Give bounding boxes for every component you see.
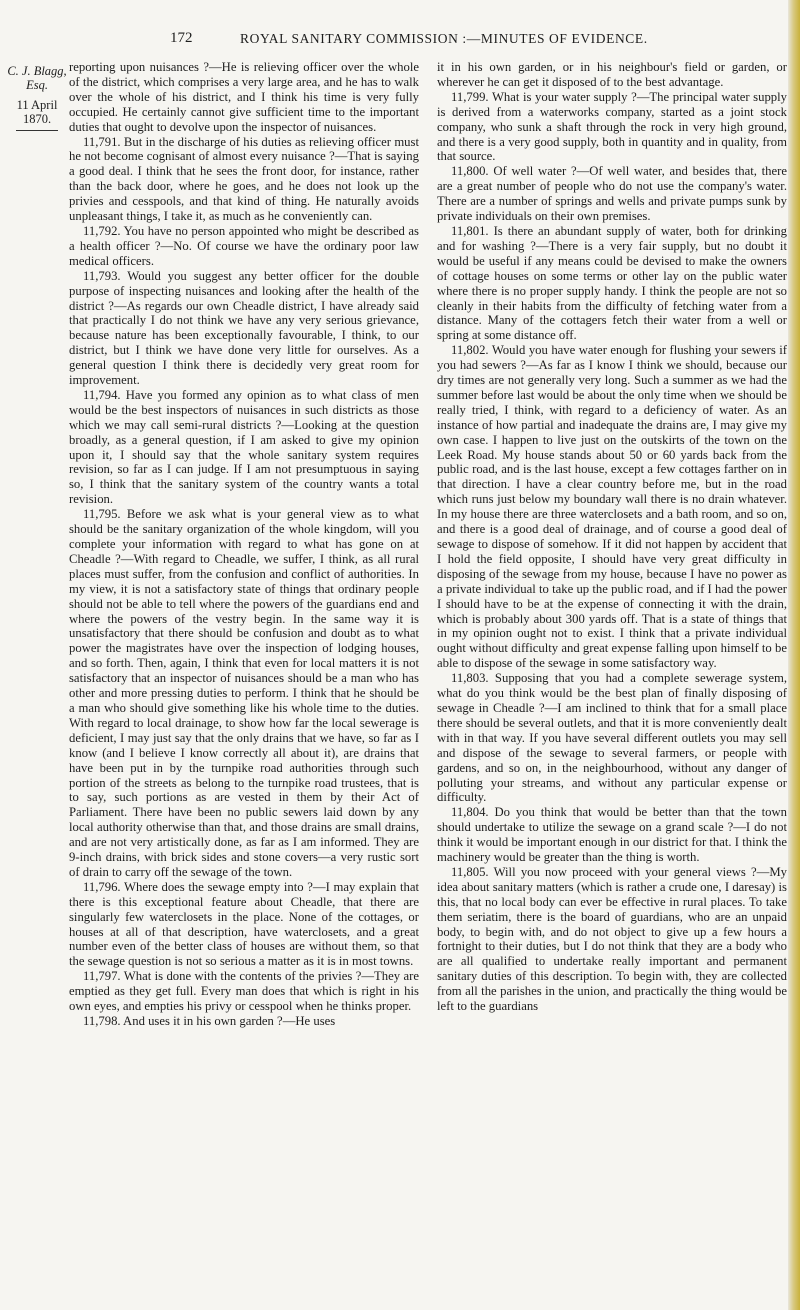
witness-name: C. J. Blagg, Esq.	[7, 64, 67, 92]
paragraph: 11,794. Have you formed any opinion as to what class of men would be the best inspectors of nuisances in such districts as those which we may call semi-rural districts ?—Looking at the question broadly, as a general question, if I am asked to give my opinion upon it, I should say that the whole sanitary system requires revision, so far as I can judge. If I am not presumptuous in saying so, I think that the sanitary system of the country wants a total revision.	[69, 387, 419, 507]
paragraph: reporting upon nuisances ?—He is relieving officer over the whole of the district, which comprises a very large area, and he has to walk over the whole of his district, and I think his time is very fully occupied. He certainly cannot give sufficient time to the important duties that ought to devolve upon the inspector of nuisances.	[69, 60, 419, 134]
page-edge	[788, 0, 800, 1310]
paragraph: 11,800. Of well water ?—Of well water, and besides that, there are a great number of people who do not use the company's water. There are a number of springs and wells and private pumps sunk by private individuals on their own premises.	[437, 164, 787, 224]
running-head: ROYAL SANITARY COMMISSION :—MINUTES OF EVIDENCE.	[240, 31, 648, 46]
evidence-date: 11 April 1870.	[16, 98, 58, 126]
paragraph: 11,796. Where does the sewage empty into ?—I may explain that there is this exceptional feature about Cheadle, that there are singularly few waterclosets in the place. None of the cottages, or houses at all of that description, have waterclosets, and a great number even of the better class of houses are without them, so that the sewage question is not so serious a matter as it is in most towns.	[69, 879, 419, 969]
paragraph: 11,802. Would you have water enough for flushing your sewers if you had sewers ?—As far as I know I think we should, because our dry times are not generally very long. Such a summer as we had the summer before last would be about the only time when we should be really tried, I think, with regard to a deficiency of water. As an instance of how partial and inadequate the drains are, I may give my own case. I happen to live just on the outskirts of the town on the Leek Road. My house stands about 50 or 60 yards back from the public road, and is the last house, except a few cottages farther on in that direction. I have a clear country before me, but in the road which runs just below my boundary wall there is no drain whatever. In my house there are three waterclosets and a bath room, and so on, and there is a good deal of drainage, and of course a good deal of sewage to dispose of somehow. If it did not happen by accident that I hold the field opposite, I should have very great difficulty in disposing of the sewage from my house, because I have no power as a private individual to take up the public road, and if I had the power I should have to be at the expense of connecting it with the drain, which is probably about 300 yards off. That is a state of things that in my opinion ought not to exist. I think that a private individual ought without difficulty and great expense falling upon himself to be able to dispose of the sewage in some satisfactory way.	[437, 343, 787, 671]
margin-rule	[16, 130, 58, 131]
page-header	[0, 30, 800, 52]
paragraph: 11,805. Will you now proceed with your general views ?—My idea about sanitary matters (which is rather a crude one, I daresay) is this, that no local body can ever be effective in rural places. To take them seriatim, there is the board of guardians, who are an unpaid body, to begin with, and do not object to give up a few hours a fortnight to their duties, but I do not think that they are a body who are all qualified to undertake really important and permanent sanitary duties of this description. To begin with, they are collected from all the parishes in the union, and practically the thing would be left to the guardians	[437, 864, 787, 1014]
paragraph: 11,797. What is done with the contents of the privies ?—They are emptied as they get full. Every man does that which is right in his own eyes, and empties his privy or cesspool when he thinks proper.	[69, 969, 419, 1014]
margin-note	[7, 64, 67, 131]
paragraph: 11,798. And uses it in his own garden ?—He uses	[83, 1014, 336, 1028]
paragraph: 11,792. You have no person appointed who might be described as a health officer ?—No. Of course we have the ordinary poor law medical officers.	[69, 223, 419, 268]
paragraph: 11,801. Is there an abundant supply of water, both for drinking and for washing ?—There is a very fair supply, but no doubt it would be useful if any means could be devised to make the owners of cottage houses on some terms or other lay on the public water where there is no proper supply handy. I think the people are not so cleanly in their habits from the difficulty of fetching water from a distance. Many of the cottagers fetch their water from a well or spring at some distance off.	[437, 223, 787, 343]
right-column	[437, 60, 787, 1300]
paragraph: 11,803. Supposing that you had a complete sewerage system, what do you think would be the best plan of finally disposing of sewage in Cheadle ?—I am inclined to think that for a small place there should be several outlets, and that it is more conveniently dealt with in that way. If you have several different outlets you may sell and dispose of the sewage to several farmers, or people with gardens, and so on, in the neighbourhood, without any danger of polluting your streams, and without any particular expense or difficulty.	[437, 671, 787, 805]
paragraph: it in his own garden, or in his neighbour's field or garden, or wherever he can get it disposed of to the best advantage.	[437, 60, 787, 89]
paragraph: 11,795. Before we ask what is your general view as to what should be the sanitary organization of the whole kingdom, will you complete your information with regard to what has gone on at Cheadle ?—With regard to Cheadle, we suffer, I think, as all rural places must suffer, from the confusion and conflict of authorities. In my view, it is not a satisfactory state of things that ordinary people should not be able to tell where the powers of the guardians end and where the powers of the vestry begin. In the same way it is unsatisfactory that there should be confusion and doubt as to what power the magistrates have over the inspection of lodging houses, and so forth. Then, again, I think that even for local matters it is not satisfactory that an inspector of nuisances should be a man who has other and more pressing duties to perform. I think that he should be a man who should give something like his whole time to the duties. With regard to local drainage, to show how far the local sewerage is deficient, I may just say that the only drains that we have, so far as I know (and I believe I know correctly all about it), are drains that have been put in by the turnpike road authorities through such portion of the streets as belong to the turnpike road trustees, that is to say, such portions as are vested in them by their Act of Parliament. There have been no public sewers laid down by any local authority otherwise than that, and those drains are small drains, and are not very artistically done, as far as I am informed. They are 9-inch drains, with brick sides and stone covers—a very rustic sort of drain to carry off the sewage of the town.	[69, 507, 419, 879]
paragraph: 11,799. What is your water supply ?—The principal water supply is derived from a waterworks company, started as a joint stock company, who sunk a shaft through the rock in very high ground, and there is a very good supply, both in quantity and in quality, from that source.	[437, 89, 787, 164]
page-number: 172	[170, 30, 193, 46]
paragraph: 11,804. Do you think that would be better than that the town should undertake to utilize the sewage on a grand scale ?—I do not think it would be important enough in our district for that. I think the machinery would be greater than the thing is worth.	[437, 805, 787, 865]
paragraph: 11,793. Would you suggest any better officer for the double purpose of inspecting nuisances and looking after the health of the district ?—As regards our own Cheadle district, I have already said that practically I do not think we have any very serious grievance, because nature has been exceptionally favourable, I think, to our district, but I think we have done very little for ourselves. As a general question I think there is decidedly very great room for improvement.	[69, 268, 419, 388]
paragraph: 11,791. But in the discharge of his duties as relieving officer must he not become cognisant of almost every nuisance ?—That is saying a good deal. I think that he sees the front door, for instance, rather than the back door, where he goes, and he does not look up the privies and cesspools, and that kind of thing. He naturally avoids unpleasant things, I take it, as much as he conveniently can.	[69, 134, 419, 224]
left-column	[69, 60, 419, 1300]
